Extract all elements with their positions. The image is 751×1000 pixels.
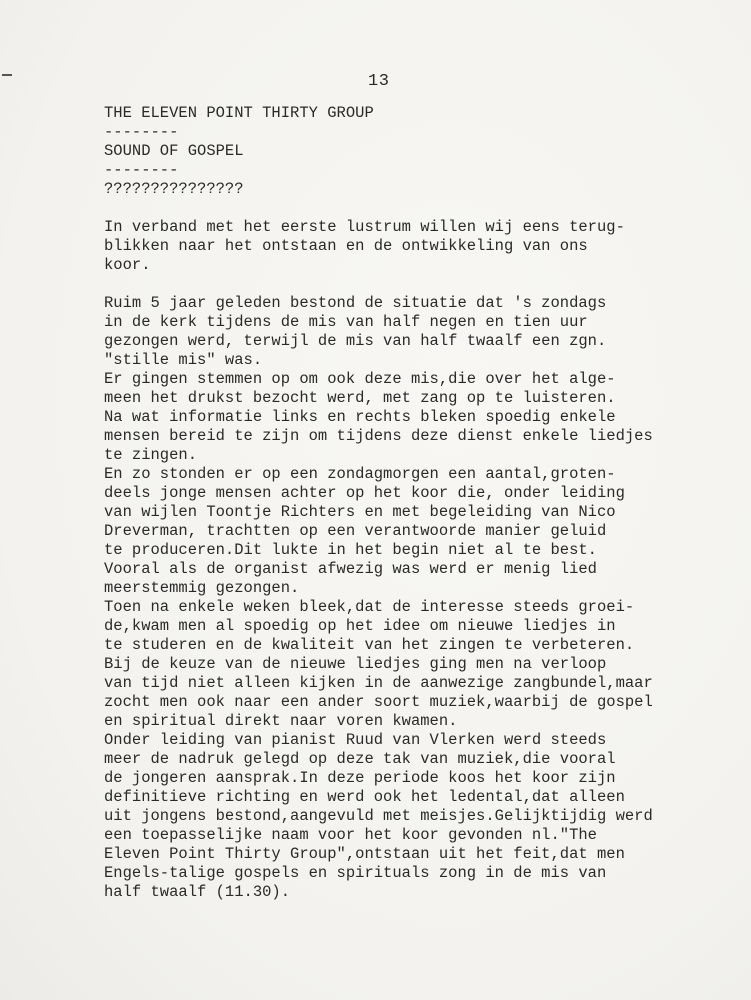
- text-line: in de kerk tijdens de mis van half negen en tien uur: [104, 313, 588, 331]
- paragraph-intro: [104, 218, 744, 275]
- heading-title: THE ELEVEN POINT THIRTY GROUP: [104, 104, 374, 122]
- page-number: 13: [368, 72, 390, 91]
- document-body: [104, 104, 744, 902]
- text-line: Bij de keuze van de nieuwe liedjes ging men na verloop: [104, 655, 607, 673]
- text-line: gezongen werd, terwijl de mis van half twaalf een zgn.: [104, 332, 607, 350]
- text-line: meen het drukst bezocht werd, met zang op te luisteren.: [104, 389, 616, 407]
- text-line: mensen bereid te zijn om tijdens deze dienst enkele liedjes: [104, 427, 653, 445]
- heading-divider: --------: [104, 123, 179, 141]
- text-line: te zingen.: [104, 446, 198, 464]
- heading-question-marks: ???????????????: [104, 180, 244, 198]
- text-line: van wijlen Toontje Richters en met begeleiding van Nico: [104, 503, 616, 521]
- text-line: definitieve richting en werd ook het ledental,dat alleen: [104, 788, 625, 806]
- text-line: Na wat informatie links en rechts bleken spoedig enkele: [104, 408, 616, 426]
- heading-block: [104, 104, 744, 199]
- text-line: te produceren.Dit lukte in het begin niet al te best.: [104, 541, 597, 559]
- text-line: te studeren en de kwaliteit van het zingen te verbeteren.: [104, 636, 635, 654]
- text-line: en spiritual direkt naar voren kwamen.: [104, 712, 458, 730]
- text-line: Dreverman, trachtten op een verantwoorde manier geluid: [104, 522, 607, 540]
- text-line: Eleven Point Thirty Group",ontstaan uit het feit,dat men: [104, 845, 625, 863]
- text-line: deels jonge mensen achter op het koor die, onder leiding: [104, 484, 625, 502]
- text-line: Toen na enkele weken bleek,dat de interesse steeds groei-: [104, 598, 635, 616]
- text-line: Engels-talige gospels en spirituals zong in de mis van: [104, 864, 607, 882]
- text-line: En zo stonden er op een zondagmorgen een aantal,groten-: [104, 465, 616, 483]
- text-line: "stille mis" was.: [104, 351, 263, 369]
- heading-divider: --------: [104, 161, 179, 179]
- text-line: van tijd niet alleen kijken in de aanwezige zangbundel,maar: [104, 674, 653, 692]
- text-line: half twaalf (11.30).: [104, 883, 291, 901]
- text-line: een toepasselijke naam voor het koor gevonden nl."The: [104, 826, 597, 844]
- text-line: In verband met het eerste lustrum willen wij eens terug-: [104, 218, 625, 236]
- text-line: Ruim 5 jaar geleden bestond de situatie dat 's zondags: [104, 294, 607, 312]
- text-line: Er gingen stemmen op om ook deze mis,die over het alge-: [104, 370, 616, 388]
- text-line: Vooral als de organist afwezig was werd er menig lied: [104, 560, 597, 578]
- text-line: meerstemmig gezongen.: [104, 579, 300, 597]
- page-edge-mark: [2, 74, 12, 76]
- paragraph-history: [104, 294, 744, 902]
- text-line: de,kwam men al spoedig op het idee om nieuwe liedjes in: [104, 617, 616, 635]
- text-line: Onder leiding van pianist Ruud van Vlerken werd steeds: [104, 731, 607, 749]
- text-line: zocht men ook naar een ander soort muziek,waarbij de gospel: [104, 693, 653, 711]
- text-line: uit jongens bestond,aangevuld met meisjes.Gelijktijdig werd: [104, 807, 653, 825]
- text-line: blikken naar het ontstaan en de ontwikkeling van ons: [104, 237, 588, 255]
- text-line: de jongeren aansprak.In deze periode koos het koor zijn: [104, 769, 616, 787]
- text-line: koor.: [104, 256, 151, 274]
- text-line: meer de nadruk gelegd op deze tak van muziek,die vooral: [104, 750, 616, 768]
- heading-subtitle: SOUND OF GOSPEL: [104, 142, 244, 160]
